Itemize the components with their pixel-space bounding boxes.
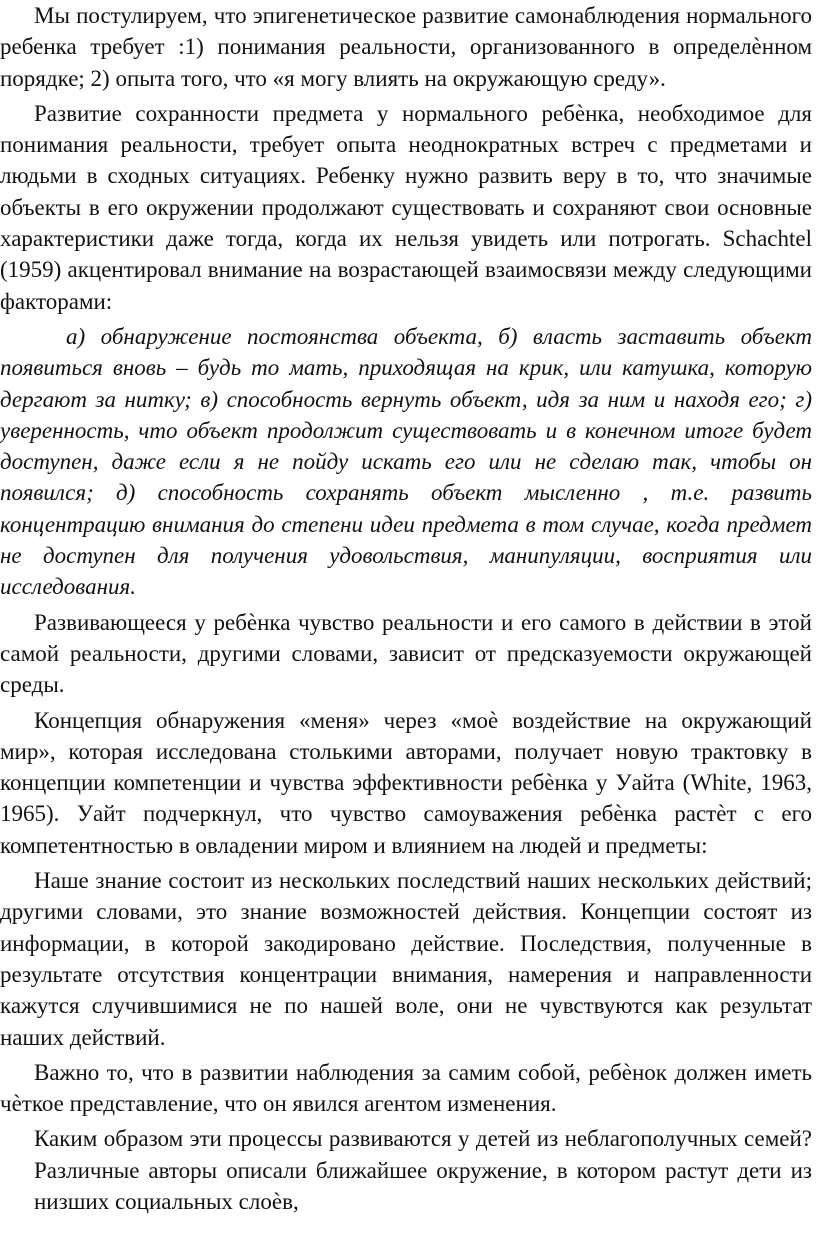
italic-quote-paragraph: а) обнаружение постоянства объекта, б) власть заставить объект появиться вновь – будь то мать, приходящая на крик, или катушка, которую дергают за нитку; в) способность вернуть объект, идя за ним и находя его; г) уверенность, что объект продолжит существовать и в конечном итоге будет доступен, даже если я не пойду искать его или не сделаю так, чтобы он появился; д) способность сохранять объект мысленно , т.е. развить концентрацию внимания до степени идеи предмета в том случае, когда предмет не доступен для получения удовольствия, манипуляции, восприятия или исследования. [0,323,812,600]
paragraph-6: Наше знание состоит из нескольких последствий наших нескольких действий; другими словами, это знание возможностей действия. Концепции состоят из информации, в которой закодировано действие. Последствия, полученные в результате отсутствия концентрации внимания, намерения и направленности кажутся случившимися не по нашей воле, они не чувствуются как результат наших действий. [0,868,812,1050]
paragraph-7: Важно то, что в развитии наблюдения за самим собой, ребѐнок должен иметь чѐткое представление, что он явился агентом изменения. [0,1059,812,1117]
paragraph-4: Развивающееся у ребѐнка чувство реальности и его самого в действии в этой самой реальности, другими словами, зависит от предсказуемости окружающей среды. [0,609,812,698]
paragraph-1: Мы постулируем, что эпигенетическое развитие самонаблюдения нормального ребенка требует :1) понимания реальности, организованного в определѐнном порядке; 2) опыта того, что «я могу влиять на окружающую среду». [0,3,812,91]
paragraph-5: Концепция обнаружения «меня» через «моѐ воздействие на окружающий мир», которая исследована столькими авторами, получает новую трактовку в концепции компетенции и чувства эффективности ребѐнка у Уайта (White, 1963, 1965). Уайт подчеркнул, что чувство самоуважения ребѐнка растѐт с его компетентностью в овладении миром и влиянием на людей и предметы: [0,707,812,858]
paragraph-8: Каким образом эти процессы развиваются у детей из неблагополучных семей? Различные авторы описали ближайшее окружение, в котором растут дети из низших социальных слоѐв, [34,1126,812,1214]
paragraph-2: Развитие сохранности предмета у нормального ребѐнка, необходимое для понимания реальности, требует опыта неоднократных встреч с предметами и людьми в сходных ситуациях. Ребенку нужно развить веру в то, что значимые объекты в его окружении продолжают существовать и сохраняют свои основные характеристики даже тогда, когда их нельзя увидеть или потрогать. Schachtel (1959) акцентировал внимание на возрастающей взаимосвязи между следующими факторами: [0,100,812,314]
